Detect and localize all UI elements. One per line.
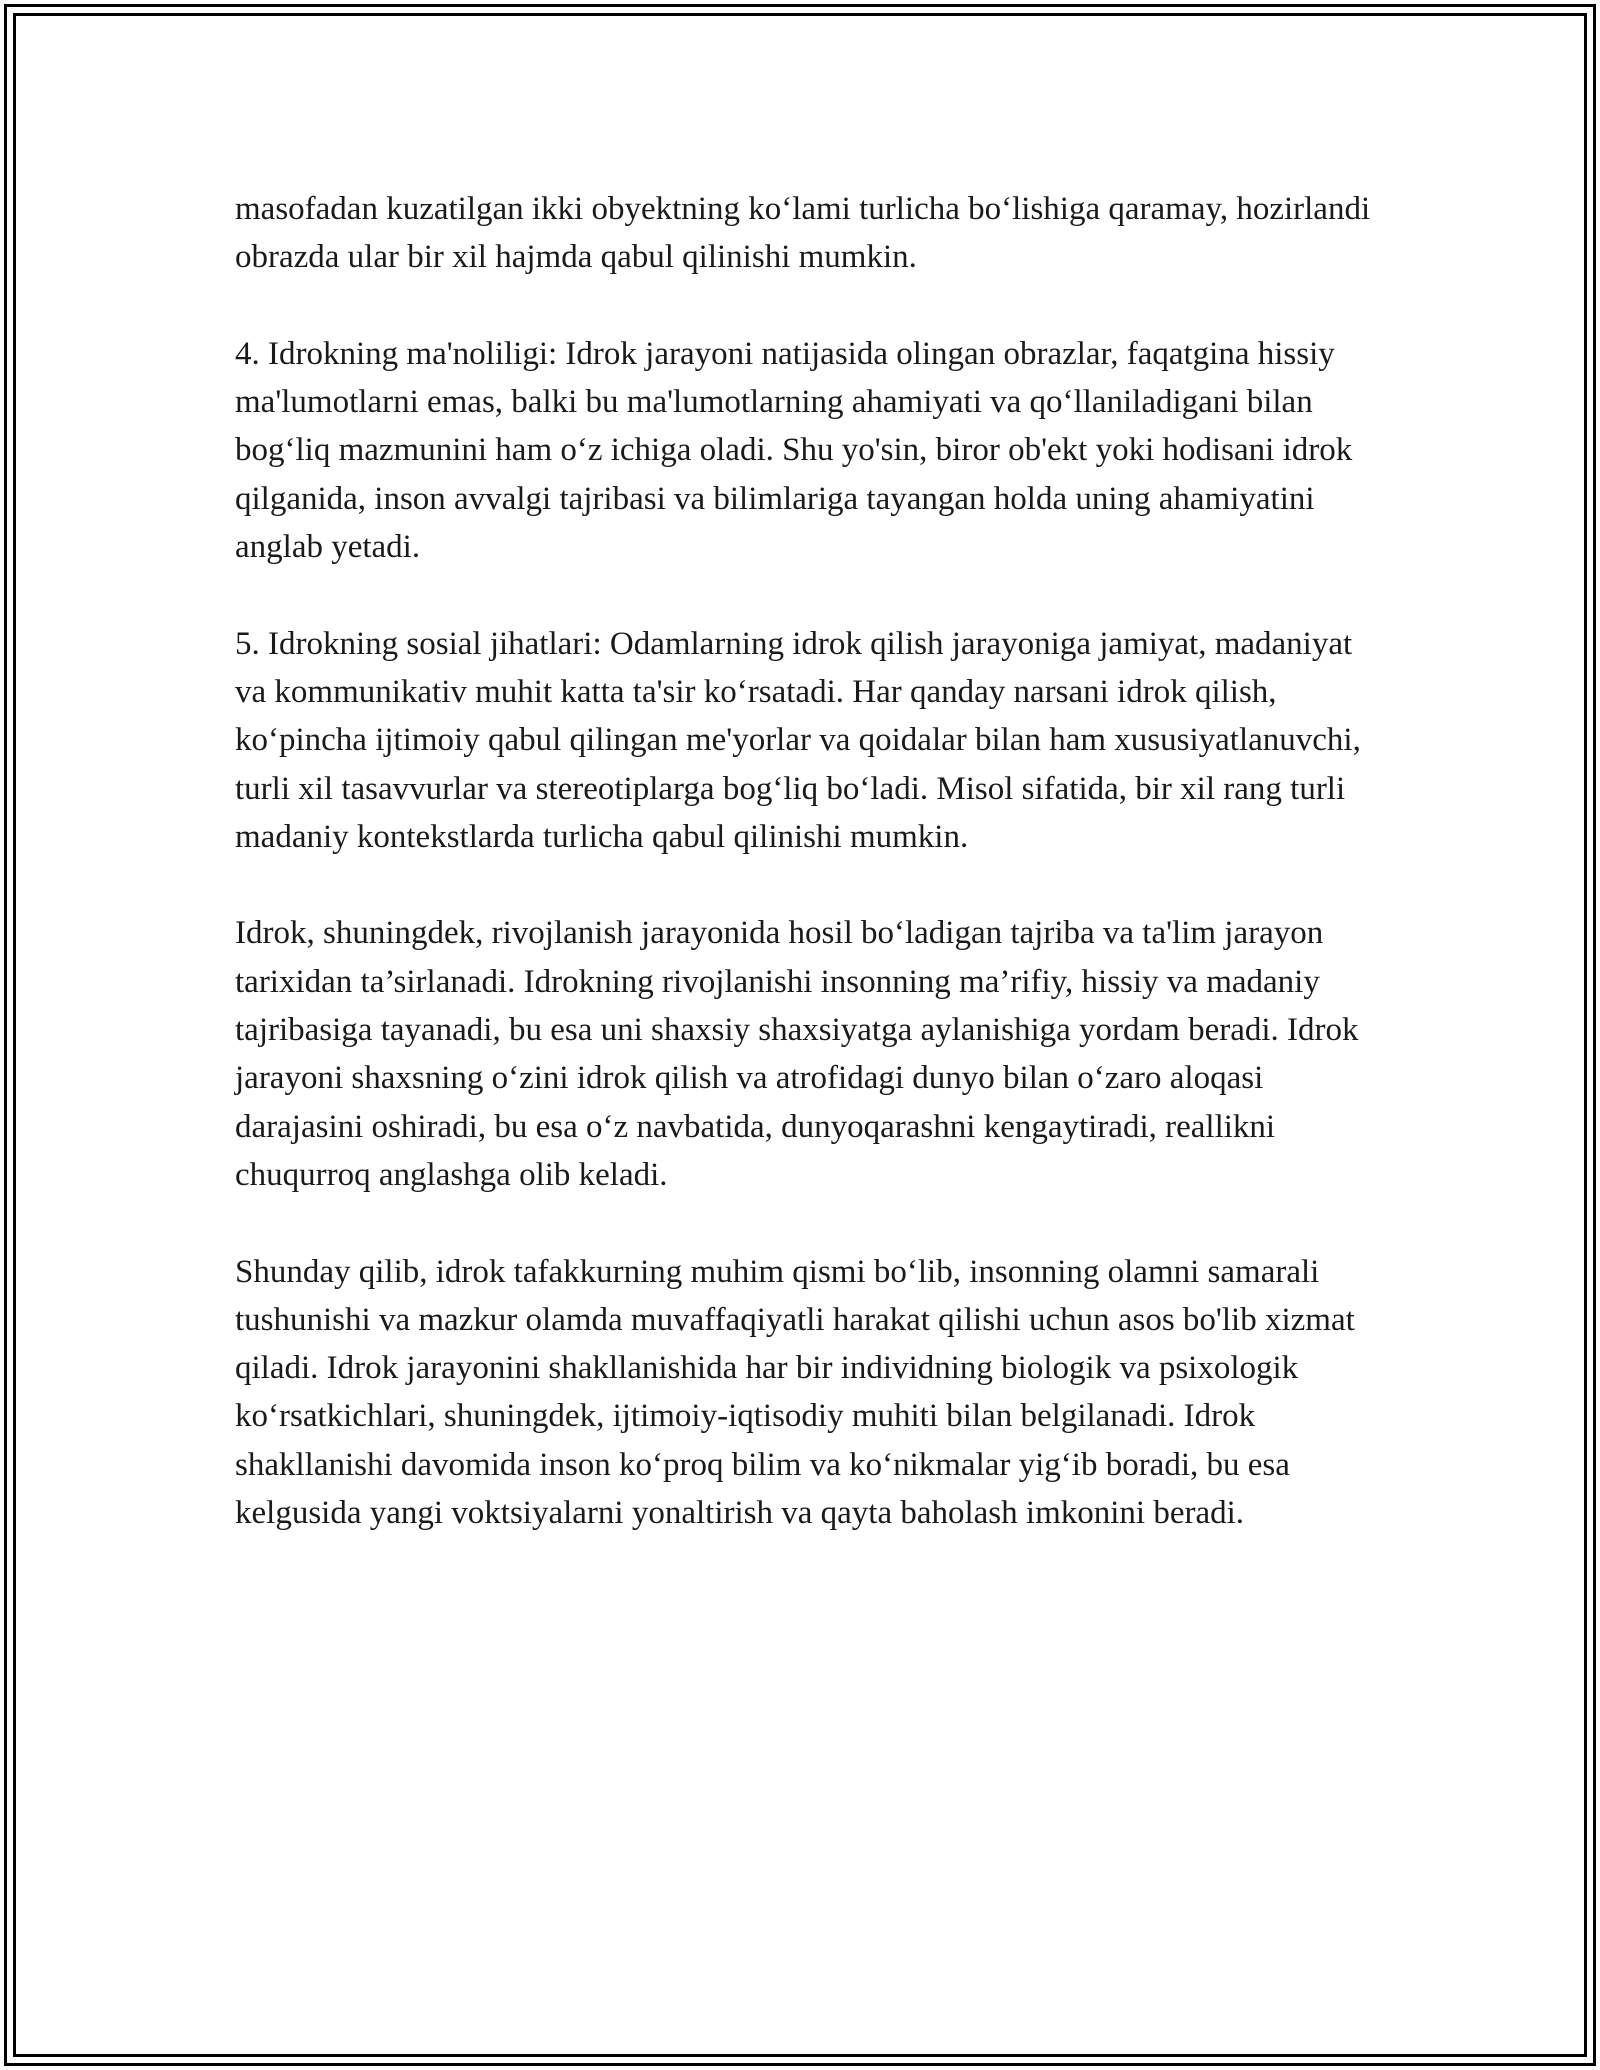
document-body (235, 185, 1385, 1537)
paragraph-item-5: 5. Idrokning sosial jihatlari: Odamlarning idrok qilish jarayoniga jamiyat, madaniyat va kommunikativ muhit katta ta'sir ko‘rsatadi. Har qanday narsani idrok qilish, ko‘pincha ijtimoiy qabul qilingan me'yorlar va qoidalar bilan ham xususiyatlanuvchi, turli xil tasavvurlar va stereotiplarga bog‘liq bo‘ladi. Misol sifatida, bir xil rang turli madaniy kontekstlarda turlicha qabul qilinishi mumkin. (235, 625, 1361, 855)
paragraph-continuation: masofadan kuzatilgan ikki obyektning ko‘lami turlicha bo‘lishiga qaramay, hozirlandi obrazda ular bir xil hajmda qabul qilinishi mumkin. (235, 191, 1371, 276)
paragraph-conclusion: Shunday qilib, idrok tafakkurning muhim qismi bo‘lib, insonning olamni samarali tushunishi va mazkur olamda muvaffaqiyatli harakat qilishi uchun asos bo'lib xizmat qiladi. Idrok jarayonini shakllanishida har bir individning biologik va psixologik ko‘rsatkichlari, shuningdek, ijtimoiy-iqtisodiy muhiti bilan belgilanadi. Idrok shakllanishi davomida inson ko‘proq bilim va ko‘nikmalar yig‘ib boradi, bu esa kelgusida yangi voktsiyalarni yonaltirish va qayta baholash imkonini beradi. (235, 1253, 1355, 1532)
paragraph-item-4: 4. Idrokning ma'noliligi: Idrok jarayoni natijasida olingan obrazlar, faqatgina hissiy ma'lumotlarni emas, balki bu ma'lumotlarning ahamiyati va qo‘llaniladigani bilan bog‘liq mazmunini ham o‘z ichiga oladi. Shu yo'sin, biror ob'ekt yoki hodisani idrok qilganida, inson avvalgi tajribasi va bilimlariga tayangan holda uning ahamiyatini anglab yetadi. (235, 335, 1353, 566)
paragraph-development: Idrok, shuningdek, rivojlanish jarayonida hosil bo‘ladigan tajriba va ta'lim jarayon tarixidan ta’sirlanadi. Idrokning rivojlanishi insonning ma’rifiy, hissiy va madaniy tajribasiga tayanadi, bu esa uni shaxsiy shaxsiyatga aylanishiga yordam beradi. Idrok jarayoni shaxsning o‘zini idrok qilish va atrofidagi dunyo bilan o‘zaro aloqasi darajasini oshiradi, bu esa o‘z navbatida, dunyoqarashni kengaytiradi, reallikni chuqurroq anglashga olib keladi. (235, 915, 1359, 1193)
